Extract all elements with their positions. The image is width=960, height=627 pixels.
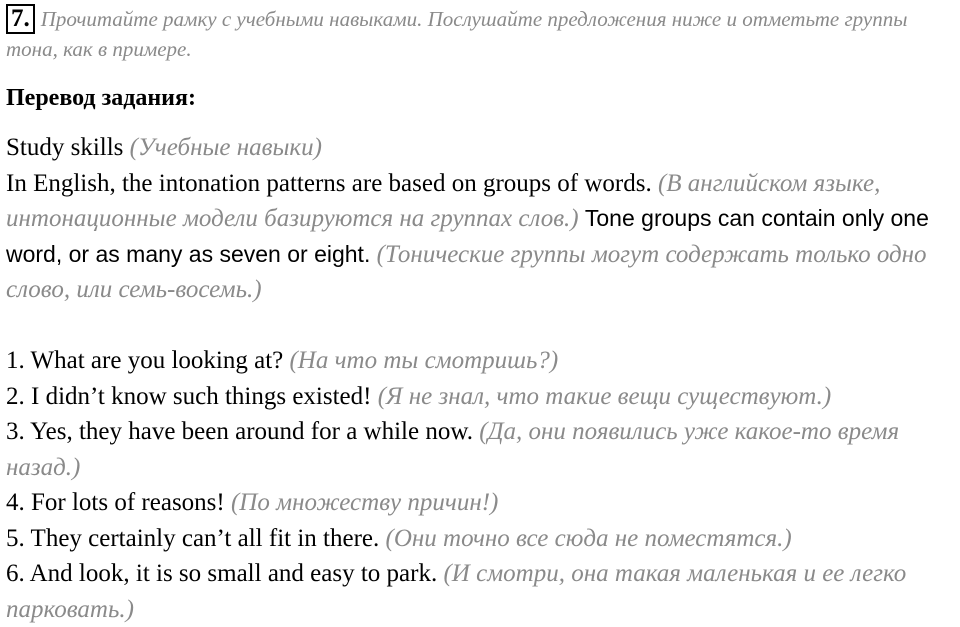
study-skills-sentence-2-ru: (Тонические группы могут содержать только одно слово, или семь-восемь.) bbox=[6, 240, 927, 303]
task-header bbox=[6, 4, 956, 64]
sentence-ru: (Да, они появились уже какое-то время назад.) bbox=[6, 418, 900, 481]
sentence-en: 3. Yes, they have been around for a while now. bbox=[6, 418, 474, 445]
list-item bbox=[6, 343, 956, 379]
translation-body bbox=[6, 130, 956, 627]
sentence-en: 4. For lots of reasons! bbox=[6, 489, 225, 516]
list-item bbox=[6, 521, 956, 557]
task-instruction: Прочитайте рамку с учебными навыками. Послушайте предложения ниже и отметьте группы тона, как в примере. bbox=[6, 7, 908, 61]
sentence-list bbox=[6, 343, 956, 627]
sentence-ru: (По множеству причин!) bbox=[230, 489, 499, 516]
sentence-en: 6. And look, it is so small and easy to park. bbox=[6, 560, 438, 587]
sentence-ru: (На что ты смотришь?) bbox=[289, 347, 559, 374]
list-item bbox=[6, 556, 956, 627]
sentence-ru: (И смотри, она такая маленькая и ее легко парковать.) bbox=[6, 560, 907, 623]
sentence-en: 5. They certainly can’t all fit in there. bbox=[6, 524, 380, 552]
study-skills-sentence-1-ru: (В английском языке, интонационные модели базируются на группах слов.) bbox=[6, 169, 881, 232]
list-item bbox=[6, 414, 956, 485]
study-skills-title-en: Study skills bbox=[6, 134, 124, 161]
translation-heading: Перевод задания: bbox=[6, 85, 196, 111]
sentence-en: 1. What are you looking at? bbox=[6, 347, 284, 374]
study-skills-title-ru: (Учебные навыки) bbox=[129, 134, 322, 161]
study-skills-sentence-1-en: In English, the intonation patterns are based on groups of words. bbox=[6, 169, 652, 197]
sentence-en: 2. I didn’t know such things existed! bbox=[6, 382, 372, 410]
sentence-ru: (Они точно все сюда не поместятся.) bbox=[385, 524, 792, 552]
list-item bbox=[6, 485, 956, 521]
task-number-box: 7. bbox=[6, 4, 35, 34]
study-skills-title bbox=[6, 130, 956, 166]
paragraph-spacer bbox=[6, 308, 956, 344]
study-skills-paragraph bbox=[6, 166, 956, 308]
list-item bbox=[6, 379, 956, 415]
study-skills-sentence-2-en: Tone groups can contain only one word, or as many as seven or eight. bbox=[6, 205, 929, 267]
sentence-ru: (Я не знал, что такие вещи существуют.) bbox=[377, 382, 832, 410]
